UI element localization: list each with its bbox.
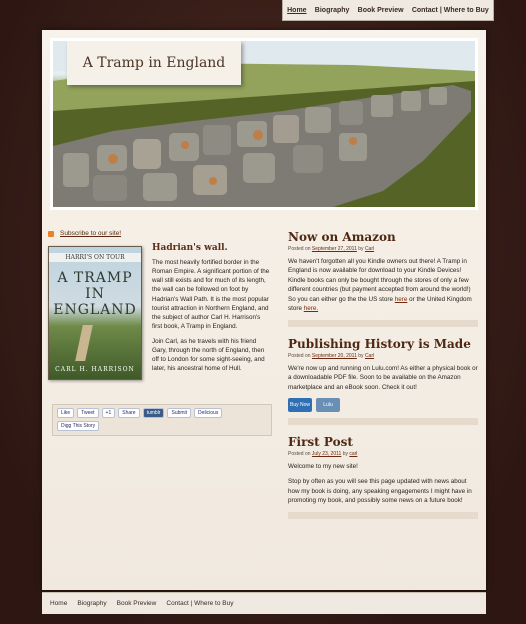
book-road-illustration <box>75 325 93 361</box>
post-title[interactable]: Publishing History is Made <box>288 336 471 351</box>
footer-home[interactable]: Home <box>50 600 68 607</box>
linkedin-share-button[interactable]: Share <box>118 408 139 418</box>
post-body: We're now up and running on Lulu.com! As either a physical book or a downloadable PDF file. Soon to be available on the Amazon marketplace and an eBook soon. Check it out! <box>288 364 478 391</box>
post-meta: Posted on September 20, 2011 by Carl <box>288 352 375 359</box>
like-button[interactable]: Like <box>57 408 74 418</box>
share-bar <box>52 404 272 436</box>
tweet-button[interactable]: Tweet <box>77 408 98 418</box>
sidebar-heading: Hadrian's wall. <box>152 243 228 253</box>
post-meta: Posted on July 23, 2011 by carl <box>288 450 358 457</box>
post-date-link[interactable]: July 23, 2011 <box>311 450 342 457</box>
post-title[interactable]: First Post <box>288 434 353 449</box>
post-author-link[interactable]: Carl <box>364 352 375 359</box>
sidebar-paragraph-2: Join Carl, as he travels with his friend Gary, through the north of England, then off to London for some sight-seeing, and later, his ancestral home of Hull. <box>152 338 265 373</box>
nav-book-preview[interactable]: Book Preview <box>357 6 404 14</box>
post-publishing-history <box>288 337 478 425</box>
rss-icon <box>48 231 54 237</box>
post-body-2: Stop by often as you will see this page updated with news about how my book is doing, any speaking engagements I might have in promoting my book, and possibly some news on a future book! <box>288 478 472 505</box>
nav-biography[interactable]: Biography <box>314 6 350 14</box>
footer-navigation <box>42 592 486 614</box>
post-divider <box>288 320 478 327</box>
post-now-on-amazon <box>288 230 478 327</box>
book-series: HARRI'S ON TOUR <box>49 253 141 262</box>
site-title-card <box>67 41 241 85</box>
nav-contact[interactable]: Contact | Where to Buy <box>411 6 489 14</box>
book-cover[interactable] <box>48 246 142 380</box>
footer-biography[interactable]: Biography <box>77 600 107 607</box>
post-first-post <box>288 435 478 519</box>
sidebar <box>48 230 274 373</box>
footer-book-preview[interactable]: Book Preview <box>116 600 157 607</box>
sidebar-paragraph-1: The most heavily fortified border in the Roman Empire. A significant portion of the wall still exists and for much of its length, the wall can be followed on foot by Hadrian's Wall Path. It is the most popular tourist attraction in Northern England, and the subject of author Carl H. Harrison's first book, A Tramp in England. <box>152 259 270 330</box>
buy-now-badge[interactable]: Buy Now <box>288 398 312 412</box>
submit-button[interactable]: Submit <box>167 408 191 418</box>
post-author-link[interactable]: carl <box>349 450 358 457</box>
tumblr-button[interactable]: tumblr <box>143 408 165 418</box>
book-title-line1: A TRAMP <box>57 270 133 286</box>
uk-store-link[interactable]: here. <box>303 305 319 313</box>
top-navigation <box>282 0 494 21</box>
subscribe-label: Subscribe to our site! <box>60 230 122 237</box>
post-date-link[interactable]: September 20, 2011 <box>311 352 357 359</box>
post-meta: Posted on September 27, 2011 by Carl <box>288 246 375 252</box>
post-date-link[interactable]: September 27, 2011 <box>311 246 357 252</box>
delicious-button[interactable]: Delicious <box>194 408 222 418</box>
site-title[interactable]: A Tramp in England <box>82 55 226 71</box>
post-divider <box>288 512 478 519</box>
lulu-badges <box>288 398 478 412</box>
book-title-line2: IN <box>85 286 105 302</box>
header-banner <box>50 38 478 210</box>
us-store-link[interactable]: here <box>394 295 408 303</box>
subscribe-link[interactable] <box>48 230 274 237</box>
post-body: We haven't forgotten all you Kindle owners out there! A Tramp in England is now available for download to your Kindle Devices! Kindle books can only be bought through the stores of only a few different countries (but payment accepted from around the world!) So you can either go the the US store here or the United Kingdom store here. <box>288 258 472 313</box>
book-author: CARL H. HARRISON <box>55 366 135 373</box>
post-body: Welcome to my new site! <box>288 462 358 470</box>
post-author-link[interactable]: Carl <box>364 246 375 252</box>
digg-button[interactable]: Digg This Story <box>57 421 99 431</box>
post-title[interactable]: Now on Amazon <box>288 230 396 244</box>
book-title-line3: ENGLAND <box>53 302 137 318</box>
post-divider <box>288 418 478 425</box>
main-content <box>288 230 478 529</box>
sidebar-text <box>152 242 272 380</box>
page-container <box>42 30 486 590</box>
plusone-button[interactable]: +1 <box>102 408 116 418</box>
lulu-badge[interactable]: Lulu <box>316 398 340 412</box>
nav-home[interactable]: Home <box>287 6 307 14</box>
footer-contact[interactable]: Contact | Where to Buy <box>166 600 234 607</box>
